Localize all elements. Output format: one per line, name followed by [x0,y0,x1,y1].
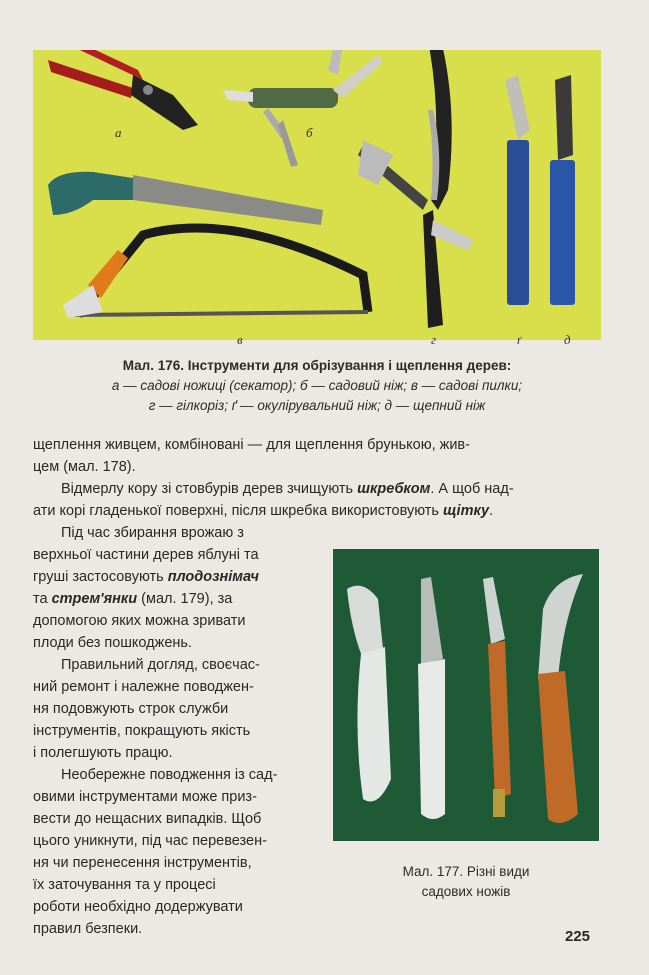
p4-line2: ний ремонт і належне поводжен- [33,679,254,695]
keyword-stepladders: стрем'янки [51,591,138,607]
knife-2-illustration [418,577,445,819]
p5-line8: правил безпеки. [33,921,143,937]
p5-line2: овими інструментами може приз- [33,789,257,805]
knife-3-illustration [483,577,511,817]
p3-line2: верхньої частини дерев яблуні та [33,547,259,563]
p4-line3: ня подовжують строк служби [33,701,229,717]
p5-line7: роботи необхідно додержувати [33,899,243,915]
caption-176-line2: а — садові ножиці (секатор); б — садовий ніж; в — садові пилки; [111,378,523,393]
page-number: 225 [565,928,591,945]
figure-176-garden-tools [33,50,601,347]
paragraph-grafting-continuation [33,434,601,478]
p5-line5: ня чи перенесення інструментів, [33,855,252,871]
p4-line4: інструментів, покращують якість [33,723,251,739]
paragraph-harvesting [33,522,329,654]
p3-line1: Під час збирання врожаю з [61,525,244,541]
hand-saw-illustration [48,172,323,225]
budding-knife-illustration [505,75,530,305]
p3-line4-end: (мал. 179), за [137,591,233,607]
garden-knife-illustration [223,50,383,167]
p3-line5: допомогою яких можна зривати [33,613,246,629]
figure-177-caption [333,862,599,902]
p5-line3: вести до нещасних випадків. Щоб [33,811,262,827]
p5-line6: їх заточування та у процесі [33,877,216,893]
paragraph-scraper-brush [33,478,601,522]
fig176-letter-a: а [115,125,122,140]
p1-line1: щеплення живцем, комбіновані — для щеплення брунькою, жив- [33,437,470,453]
secateurs-illustration [48,50,198,130]
grafting-knife-illustration [550,75,575,305]
p2-line2-text: ати корі гладенької поверхні, після шкребка використовують [33,503,443,519]
fig176-letter-g: г [431,332,437,347]
fig176-letter-g-upturn: ґ [517,332,522,347]
lopper-illustration [358,50,473,328]
garden-knives-photo [333,549,599,841]
p1-line2: цем (мал. 178). [33,459,136,475]
knife-1-illustration [347,586,391,802]
figure-176-caption [33,356,601,416]
p5-line1: Необережне поводження із сад- [61,767,278,783]
caption-176-line1: Мал. 176. Інструменти для обрізування і щеплення дерев: [122,358,512,373]
p4-line5: і полегшують працю. [33,745,173,761]
p2-line2-end: . [489,503,494,519]
garden-tools-illustration [33,50,601,340]
keyword-fruit-picker: плодознімач [167,569,259,585]
caption-177-line1: Мал. 177. Різні види [402,864,530,879]
fig176-letter-v: в [237,332,243,347]
p3-line4-text: та [33,591,52,607]
fig176-letter-b: б [306,125,313,140]
knife-4-illustration [538,574,583,823]
p2-line1-end: . А щоб над- [430,481,514,497]
paragraph-maintenance [33,654,329,764]
bow-saw-illustration [63,228,368,318]
p3-line6: плоди без пошкоджень. [33,635,192,651]
p3-line3-text: груші застосовують [33,569,168,585]
p5-line4: цього уникнути, під час перевезен- [33,833,267,849]
keyword-scraper: шкребком [357,481,431,497]
figure-177-garden-knives [333,549,599,841]
paragraph-safety [33,764,329,940]
keyword-brush: щітку [442,503,490,519]
p2-line1-text: Відмерлу кору зі стовбурів дерев зчищують [61,481,358,497]
p4-line1: Правильний догляд, своєчас- [61,657,260,673]
caption-176-line3: г — гілкоріз; ґ — окулірувальний ніж; д — щепний ніж [148,398,486,413]
fig176-letter-d: д [564,332,571,347]
caption-177-line2: садових ножів [421,884,511,899]
